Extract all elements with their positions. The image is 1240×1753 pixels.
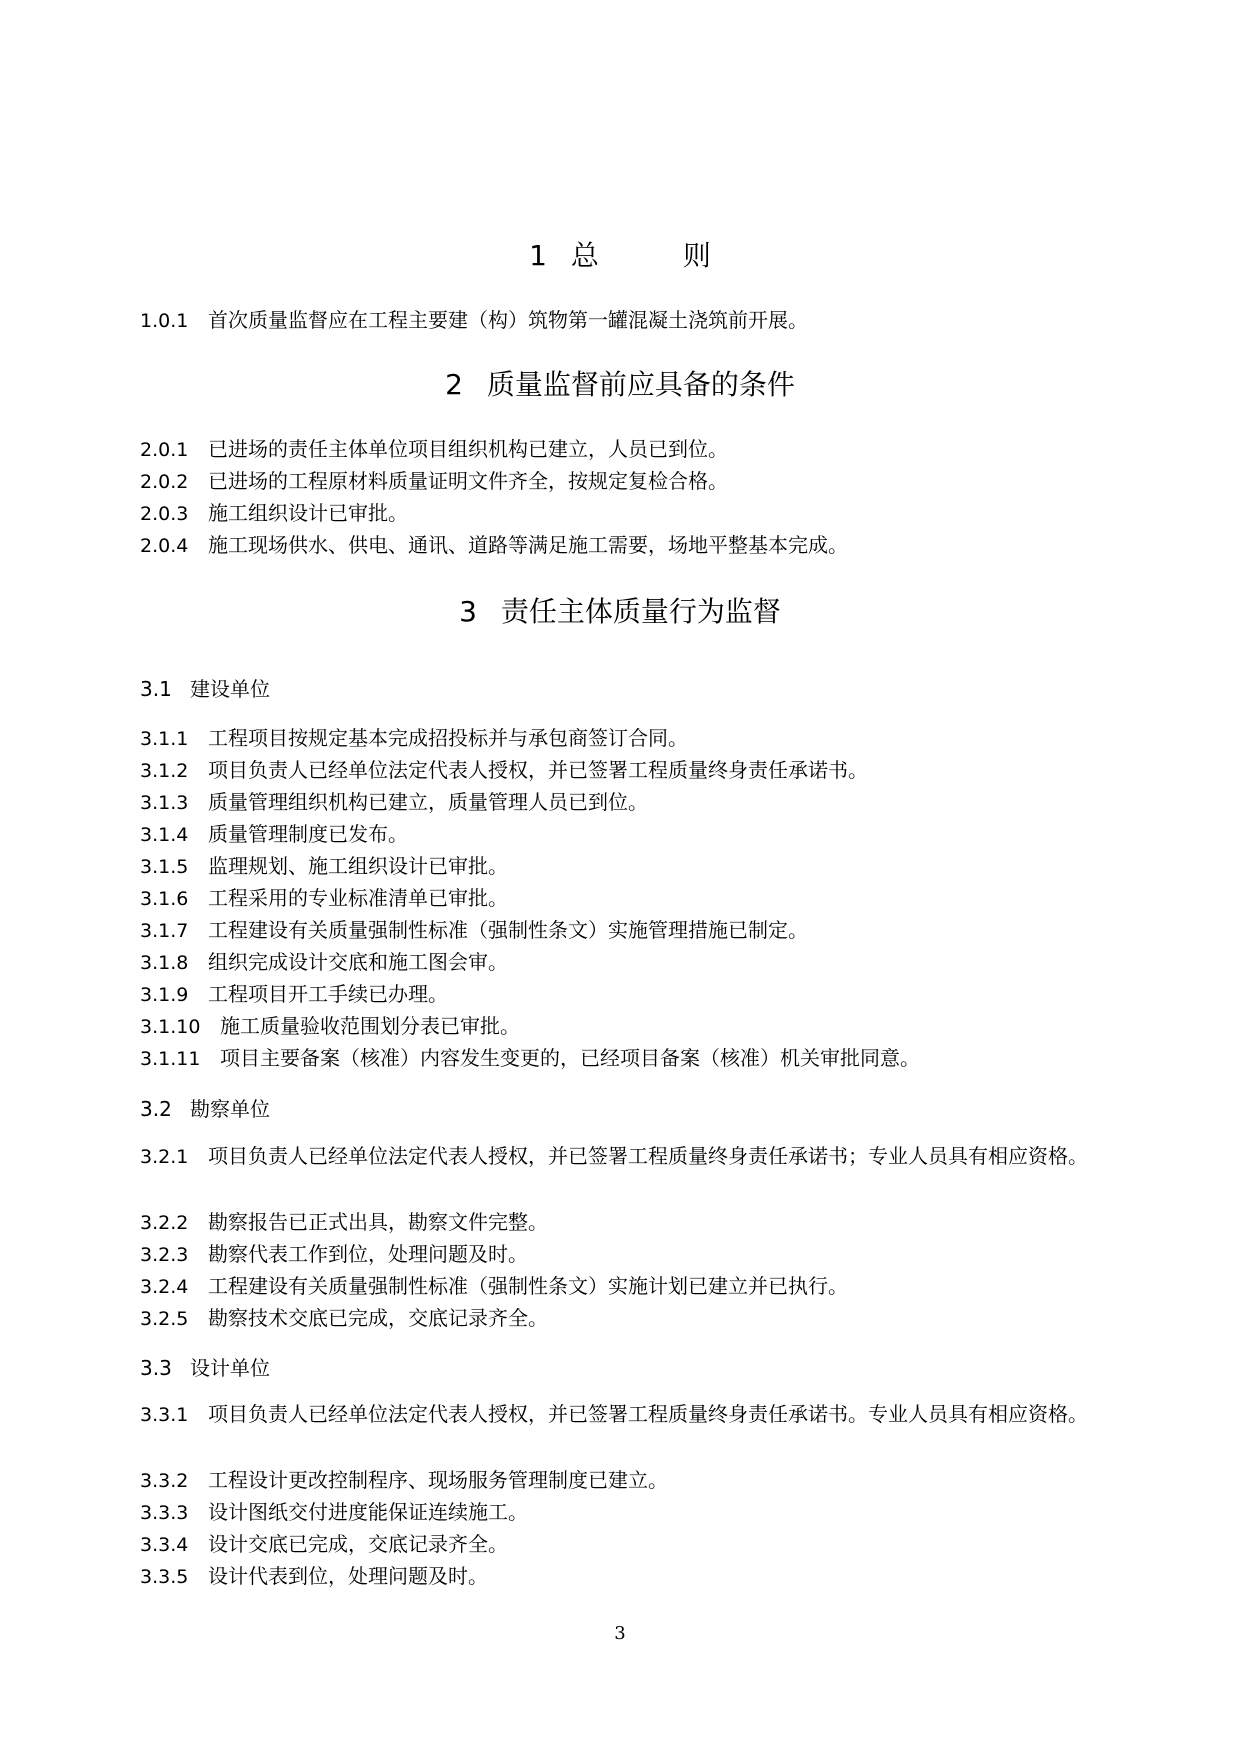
clause-3-3-2 — [140, 1464, 1120, 1498]
section-3-2-heading — [140, 1096, 270, 1122]
clause-text: 施工现场供水、供电、通讯、道路等满足施工需要，场地平整基本完成。 — [208, 533, 848, 557]
section-title: 设计单位 — [190, 1356, 270, 1380]
clause-3-1-8 — [140, 946, 1120, 980]
clause-text: 项目负责人已经单位法定代表人授权，并已签署工程质量终身责任承诺书；专业人员具有相应资格。 — [208, 1144, 1088, 1168]
clause-text: 施工质量验收范围划分表已审批。 — [220, 1014, 520, 1038]
section-title: 建设单位 — [190, 677, 270, 701]
clause-text: 项目负责人已经单位法定代表人授权，并已签署工程质量终身责任承诺书。 — [208, 758, 868, 782]
clause-3-1-3 — [140, 786, 1120, 820]
clause-number: 3.1.2 — [140, 760, 189, 782]
clause-number: 3.1.6 — [140, 888, 189, 910]
clause-3-2-1 — [140, 1140, 1120, 1174]
clause-3-1-11 — [140, 1042, 1120, 1076]
clause-text: 设计交底已完成，交底记录齐全。 — [208, 1532, 508, 1556]
clause-3-3-4 — [140, 1528, 1120, 1562]
chapter-number: 2 — [445, 368, 463, 401]
page-number: 3 — [614, 1623, 626, 1644]
clause-number: 2.0.3 — [140, 503, 189, 525]
clause-text: 工程项目开工手续已办理。 — [208, 982, 448, 1006]
clause-text: 工程项目按规定基本完成招投标并与承包商签订合同。 — [208, 726, 688, 750]
clause-number: 2.0.1 — [140, 439, 189, 461]
clause-text: 项目主要备案（核准）内容发生变更的，已经项目备案（核准）机关审批同意。 — [220, 1046, 920, 1070]
clause-number: 3.1.7 — [140, 920, 189, 942]
clause-3-1-6 — [140, 882, 1120, 916]
clause-number: 3.1.10 — [140, 1016, 201, 1038]
clause-text: 设计图纸交付进度能保证连续施工。 — [208, 1500, 528, 1524]
clause-3-3-1 — [140, 1398, 1120, 1432]
clause-text: 勘察代表工作到位，处理问题及时。 — [208, 1242, 528, 1266]
clause-number: 3.3.3 — [140, 1502, 189, 1524]
clause-3-2-2 — [140, 1206, 1120, 1240]
clause-3-1-7 — [140, 914, 1120, 948]
clause-number: 3.3.5 — [140, 1566, 189, 1588]
clause-3-1-9 — [140, 978, 1120, 1012]
clause-2-0-4 — [140, 529, 1120, 563]
clause-text: 施工组织设计已审批。 — [208, 501, 408, 525]
clause-2-0-1 — [140, 433, 1120, 467]
clause-3-2-5 — [140, 1302, 1120, 1336]
clause-text: 质量管理组织机构已建立，质量管理人员已到位。 — [208, 790, 648, 814]
clause-number: 3.1.1 — [140, 728, 189, 750]
clause-text: 组织完成设计交底和施工图会审。 — [208, 950, 508, 974]
clause-number: 3.2.2 — [140, 1212, 189, 1234]
clause-number: 3.2.4 — [140, 1276, 189, 1298]
section-title: 勘察单位 — [190, 1097, 270, 1121]
clause-number: 2.0.2 — [140, 471, 189, 493]
chapter-title: 总 则 — [570, 239, 711, 272]
chapter-1-heading — [0, 238, 1240, 274]
chapter-2-heading — [0, 367, 1240, 403]
clause-number: 3.2.1 — [140, 1146, 189, 1168]
clause-3-2-4 — [140, 1270, 1120, 1304]
clause-number: 3.1.8 — [140, 952, 189, 974]
clause-text: 勘察报告已正式出具，勘察文件完整。 — [208, 1210, 548, 1234]
section-3-3-heading — [140, 1355, 270, 1381]
clause-number: 3.1.9 — [140, 984, 189, 1006]
section-3-1-heading — [140, 676, 270, 702]
clause-number: 3.3.1 — [140, 1404, 189, 1426]
clause-text: 勘察技术交底已完成，交底记录齐全。 — [208, 1306, 548, 1330]
section-number: 3.1 — [140, 677, 172, 701]
clause-3-1-2 — [140, 754, 1120, 788]
clause-number: 3.1.3 — [140, 792, 189, 814]
section-number: 3.3 — [140, 1356, 172, 1380]
clause-number: 2.0.4 — [140, 535, 189, 557]
clause-3-2-3 — [140, 1238, 1120, 1272]
clause-text: 质量管理制度已发布。 — [208, 822, 408, 846]
section-number: 3.2 — [140, 1097, 172, 1121]
clause-3-1-1 — [140, 722, 1120, 756]
clause-1-0-1 — [140, 304, 1120, 338]
clause-number: 1.0.1 — [140, 310, 189, 332]
clause-text: 已进场的责任主体单位项目组织机构已建立，人员已到位。 — [208, 437, 728, 461]
clause-number: 3.2.5 — [140, 1308, 189, 1330]
clause-number: 3.1.11 — [140, 1048, 201, 1070]
clause-text: 首次质量监督应在工程主要建（构）筑物第一罐混凝土浇筑前开展。 — [208, 308, 808, 332]
clause-2-0-3 — [140, 497, 1120, 531]
chapter-title: 质量监督前应具备的条件 — [486, 368, 795, 401]
chapter-title: 责任主体质量行为监督 — [500, 595, 781, 628]
clause-number: 3.1.4 — [140, 824, 189, 846]
clause-text: 工程采用的专业标准清单已审批。 — [208, 886, 508, 910]
clause-text: 工程设计更改控制程序、现场服务管理制度已建立。 — [208, 1468, 668, 1492]
clause-text: 项目负责人已经单位法定代表人授权，并已签署工程质量终身责任承诺书。专业人员具有相应资格。 — [208, 1402, 1088, 1426]
clause-number: 3.2.3 — [140, 1244, 189, 1266]
clause-number: 3.3.4 — [140, 1534, 189, 1556]
clause-text: 已进场的工程原材料质量证明文件齐全，按规定复检合格。 — [208, 469, 728, 493]
clause-text: 工程建设有关质量强制性标准（强制性条文）实施管理措施已制定。 — [208, 918, 808, 942]
clause-3-3-5 — [140, 1560, 1120, 1594]
chapter-3-heading — [0, 594, 1240, 630]
clause-3-1-5 — [140, 850, 1120, 884]
chapter-number: 3 — [459, 595, 477, 628]
clause-text: 监理规划、施工组织设计已审批。 — [208, 854, 508, 878]
chapter-number: 1 — [529, 239, 547, 272]
clause-3-3-3 — [140, 1496, 1120, 1530]
clause-3-1-4 — [140, 818, 1120, 852]
clause-number: 3.1.5 — [140, 856, 189, 878]
clause-number: 3.3.2 — [140, 1470, 189, 1492]
clause-text: 设计代表到位，处理问题及时。 — [208, 1564, 488, 1588]
clause-text: 工程建设有关质量强制性标准（强制性条文）实施计划已建立并已执行。 — [208, 1274, 848, 1298]
clause-3-1-10 — [140, 1010, 1120, 1044]
clause-2-0-2 — [140, 465, 1120, 499]
